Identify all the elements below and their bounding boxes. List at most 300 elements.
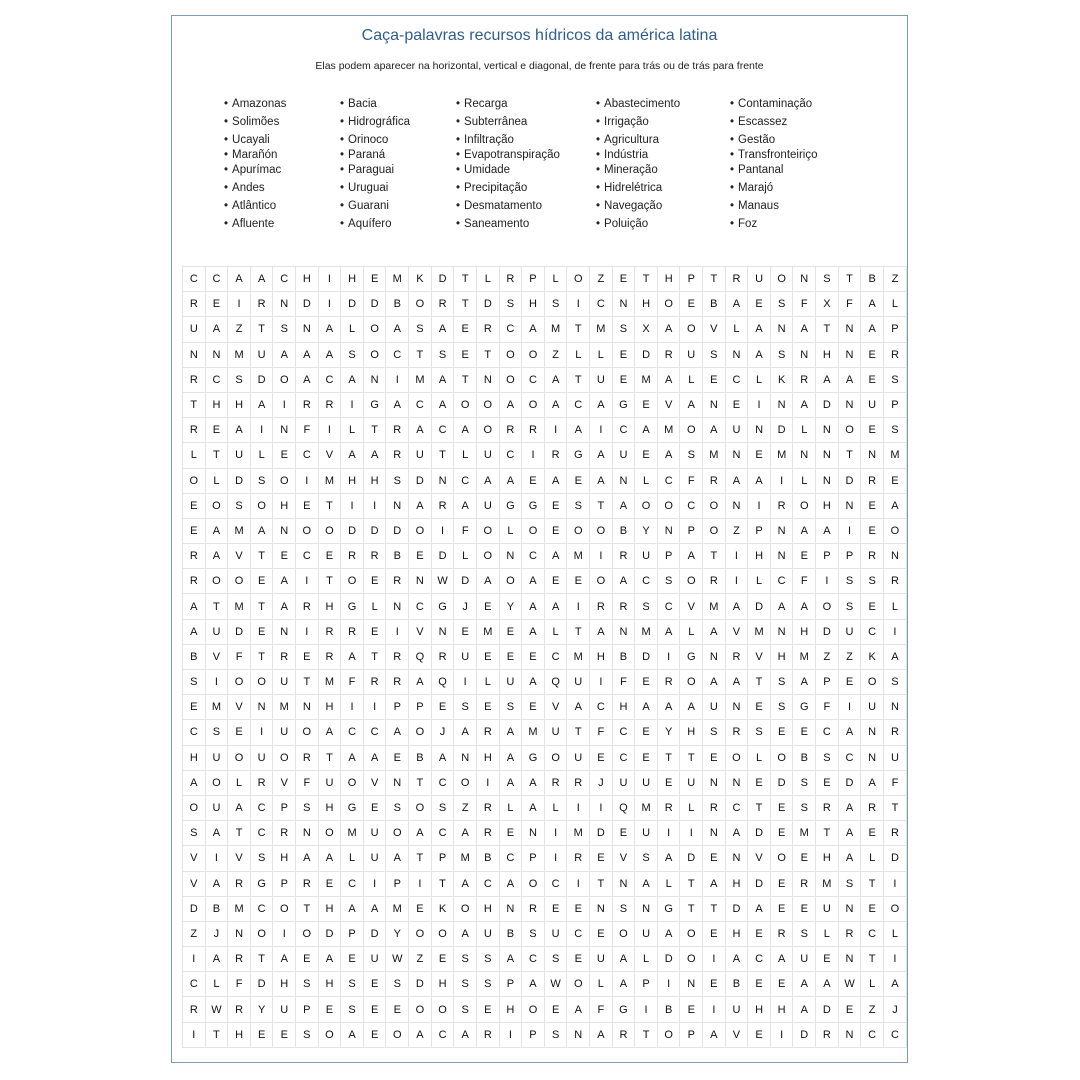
grid-cell[interactable]: U [590, 947, 613, 972]
grid-cell[interactable]: H [476, 745, 499, 770]
grid-cell[interactable]: C [431, 821, 454, 846]
grid-cell[interactable]: P [883, 392, 906, 417]
grid-cell[interactable]: S [770, 670, 793, 695]
grid-cell[interactable]: C [431, 770, 454, 795]
grid-cell[interactable]: G [657, 896, 680, 921]
grid-cell[interactable]: V [725, 1022, 748, 1047]
grid-cell[interactable]: M [635, 619, 658, 644]
grid-cell[interactable]: C [499, 443, 522, 468]
grid-cell[interactable]: E [703, 972, 726, 997]
grid-cell[interactable]: R [861, 544, 884, 569]
grid-cell[interactable]: I [296, 569, 319, 594]
grid-cell[interactable]: H [476, 896, 499, 921]
grid-cell[interactable]: C [409, 392, 432, 417]
grid-cell[interactable]: W [838, 972, 861, 997]
grid-cell[interactable]: M [454, 846, 477, 871]
grid-cell[interactable]: E [476, 594, 499, 619]
grid-cell[interactable]: F [228, 972, 251, 997]
grid-cell[interactable]: V [205, 644, 228, 669]
grid-cell[interactable]: L [635, 468, 658, 493]
grid-cell[interactable]: D [363, 518, 386, 543]
grid-cell[interactable]: G [341, 594, 364, 619]
grid-cell[interactable]: Z [544, 342, 567, 367]
grid-cell[interactable]: C [544, 871, 567, 896]
grid-cell[interactable]: N [590, 896, 613, 921]
grid-cell[interactable]: N [612, 468, 635, 493]
grid-cell[interactable]: D [183, 896, 206, 921]
grid-cell[interactable]: C [838, 745, 861, 770]
grid-cell[interactable]: S [748, 720, 771, 745]
grid-cell[interactable]: A [318, 947, 341, 972]
grid-cell[interactable]: M [228, 594, 251, 619]
grid-cell[interactable]: T [680, 896, 703, 921]
grid-cell[interactable]: O [341, 569, 364, 594]
grid-cell[interactable]: B [703, 292, 726, 317]
grid-cell[interactable]: T [816, 821, 839, 846]
grid-cell[interactable]: O [770, 846, 793, 871]
grid-cell[interactable]: S [454, 947, 477, 972]
grid-cell[interactable]: O [657, 1022, 680, 1047]
grid-cell[interactable]: U [544, 921, 567, 946]
grid-cell[interactable]: M [793, 644, 816, 669]
grid-cell[interactable]: F [590, 997, 613, 1022]
grid-cell[interactable]: N [296, 695, 319, 720]
grid-cell[interactable]: R [363, 544, 386, 569]
grid-cell[interactable]: G [522, 745, 545, 770]
grid-cell[interactable]: I [590, 670, 613, 695]
grid-cell[interactable]: A [793, 997, 816, 1022]
grid-cell[interactable]: B [657, 997, 680, 1022]
grid-cell[interactable]: L [680, 367, 703, 392]
grid-cell[interactable]: M [273, 695, 296, 720]
grid-cell[interactable]: D [838, 468, 861, 493]
grid-cell[interactable]: F [341, 670, 364, 695]
grid-cell[interactable]: B [612, 518, 635, 543]
grid-cell[interactable]: J [454, 594, 477, 619]
grid-cell[interactable]: Q [409, 644, 432, 669]
grid-cell[interactable]: O [409, 720, 432, 745]
grid-cell[interactable]: P [522, 1022, 545, 1047]
grid-cell[interactable]: C [476, 871, 499, 896]
grid-cell[interactable]: O [883, 518, 906, 543]
grid-cell[interactable]: R [296, 745, 319, 770]
grid-cell[interactable]: S [816, 745, 839, 770]
grid-cell[interactable]: O [296, 921, 319, 946]
grid-cell[interactable]: M [703, 594, 726, 619]
grid-cell[interactable]: A [205, 871, 228, 896]
grid-cell[interactable]: O [273, 896, 296, 921]
grid-cell[interactable]: C [725, 367, 748, 392]
grid-cell[interactable]: S [703, 342, 726, 367]
grid-cell[interactable]: A [341, 644, 364, 669]
grid-cell[interactable]: R [228, 997, 251, 1022]
grid-cell[interactable]: A [522, 569, 545, 594]
grid-cell[interactable]: U [273, 720, 296, 745]
grid-cell[interactable]: P [341, 921, 364, 946]
grid-cell[interactable]: I [522, 443, 545, 468]
grid-cell[interactable]: A [454, 1022, 477, 1047]
grid-cell[interactable]: A [612, 972, 635, 997]
grid-cell[interactable]: C [612, 745, 635, 770]
grid-cell[interactable]: R [431, 493, 454, 518]
grid-cell[interactable]: R [725, 644, 748, 669]
grid-cell[interactable]: S [476, 947, 499, 972]
grid-cell[interactable]: N [522, 821, 545, 846]
grid-cell[interactable]: U [476, 443, 499, 468]
grid-cell[interactable]: L [183, 443, 206, 468]
grid-cell[interactable]: M [205, 695, 228, 720]
grid-cell[interactable]: R [318, 644, 341, 669]
grid-cell[interactable]: A [454, 921, 477, 946]
grid-cell[interactable]: T [567, 317, 590, 342]
grid-cell[interactable]: H [273, 846, 296, 871]
grid-cell[interactable]: O [680, 947, 703, 972]
grid-cell[interactable]: D [431, 544, 454, 569]
grid-cell[interactable]: T [838, 267, 861, 292]
grid-cell[interactable]: E [250, 1022, 273, 1047]
grid-cell[interactable]: N [770, 619, 793, 644]
grid-cell[interactable]: R [499, 267, 522, 292]
grid-cell[interactable]: A [635, 418, 658, 443]
grid-cell[interactable]: R [522, 896, 545, 921]
grid-cell[interactable]: O [228, 670, 251, 695]
grid-cell[interactable]: B [725, 972, 748, 997]
grid-cell[interactable]: O [567, 972, 590, 997]
grid-cell[interactable]: U [273, 997, 296, 1022]
grid-cell[interactable]: H [318, 695, 341, 720]
grid-cell[interactable]: A [657, 443, 680, 468]
grid-cell[interactable]: O [476, 418, 499, 443]
grid-cell[interactable]: S [883, 367, 906, 392]
grid-cell[interactable]: C [612, 720, 635, 745]
grid-cell[interactable]: A [793, 594, 816, 619]
grid-cell[interactable]: F [454, 518, 477, 543]
grid-cell[interactable]: A [703, 619, 726, 644]
grid-cell[interactable]: T [838, 443, 861, 468]
grid-cell[interactable]: O [386, 1022, 409, 1047]
grid-cell[interactable]: V [183, 871, 206, 896]
grid-cell[interactable]: P [522, 267, 545, 292]
grid-cell[interactable]: D [363, 292, 386, 317]
grid-cell[interactable]: A [454, 871, 477, 896]
grid-cell[interactable]: G [793, 695, 816, 720]
grid-cell[interactable]: S [544, 292, 567, 317]
grid-cell[interactable]: A [363, 443, 386, 468]
grid-cell[interactable]: L [228, 770, 251, 795]
grid-cell[interactable]: Q [612, 795, 635, 820]
grid-cell[interactable]: W [431, 569, 454, 594]
grid-cell[interactable]: S [635, 594, 658, 619]
grid-cell[interactable]: A [522, 670, 545, 695]
grid-cell[interactable]: R [431, 644, 454, 669]
grid-cell[interactable]: D [748, 821, 771, 846]
grid-cell[interactable]: M [318, 468, 341, 493]
grid-cell[interactable]: N [386, 493, 409, 518]
grid-cell[interactable]: F [228, 644, 251, 669]
grid-cell[interactable]: A [228, 418, 251, 443]
grid-cell[interactable]: N [770, 392, 793, 417]
grid-cell[interactable]: E [522, 468, 545, 493]
grid-cell[interactable]: H [635, 292, 658, 317]
grid-cell[interactable]: O [273, 468, 296, 493]
grid-cell[interactable]: L [499, 518, 522, 543]
grid-cell[interactable]: A [454, 418, 477, 443]
grid-cell[interactable]: O [409, 997, 432, 1022]
grid-cell[interactable]: E [612, 821, 635, 846]
grid-cell[interactable]: O [522, 342, 545, 367]
grid-cell[interactable]: D [725, 896, 748, 921]
grid-cell[interactable]: L [748, 367, 771, 392]
grid-cell[interactable]: C [861, 619, 884, 644]
grid-cell[interactable]: P [273, 795, 296, 820]
grid-cell[interactable]: T [296, 896, 319, 921]
grid-cell[interactable]: A [522, 770, 545, 795]
grid-cell[interactable]: R [567, 770, 590, 795]
grid-cell[interactable]: W [544, 972, 567, 997]
grid-cell[interactable]: A [657, 367, 680, 392]
grid-cell[interactable]: Z [883, 267, 906, 292]
grid-cell[interactable]: O [680, 670, 703, 695]
grid-cell[interactable]: D [409, 972, 432, 997]
grid-cell[interactable]: M [635, 795, 658, 820]
grid-cell[interactable]: T [250, 594, 273, 619]
grid-cell[interactable]: I [454, 670, 477, 695]
grid-cell[interactable]: U [612, 770, 635, 795]
grid-cell[interactable]: V [680, 594, 703, 619]
grid-cell[interactable]: O [431, 997, 454, 1022]
grid-cell[interactable]: D [409, 468, 432, 493]
grid-cell[interactable]: O [770, 745, 793, 770]
grid-cell[interactable]: E [386, 745, 409, 770]
grid-cell[interactable]: D [635, 644, 658, 669]
grid-cell[interactable]: C [567, 392, 590, 417]
grid-cell[interactable]: D [363, 921, 386, 946]
grid-cell[interactable]: I [363, 871, 386, 896]
grid-cell[interactable]: A [770, 947, 793, 972]
grid-cell[interactable]: R [861, 795, 884, 820]
grid-cell[interactable]: A [657, 846, 680, 871]
grid-cell[interactable]: A [386, 392, 409, 417]
grid-cell[interactable]: A [273, 947, 296, 972]
grid-cell[interactable]: E [612, 367, 635, 392]
grid-cell[interactable]: Z [590, 267, 613, 292]
grid-cell[interactable]: M [228, 342, 251, 367]
grid-cell[interactable]: G [341, 795, 364, 820]
grid-cell[interactable]: N [793, 443, 816, 468]
grid-cell[interactable]: A [522, 972, 545, 997]
grid-cell[interactable]: A [793, 317, 816, 342]
grid-cell[interactable]: A [861, 770, 884, 795]
grid-cell[interactable]: V [725, 619, 748, 644]
grid-cell[interactable]: O [522, 871, 545, 896]
grid-cell[interactable]: Z [409, 947, 432, 972]
grid-cell[interactable]: L [793, 468, 816, 493]
grid-cell[interactable]: U [544, 720, 567, 745]
grid-cell[interactable]: I [635, 997, 658, 1022]
grid-cell[interactable]: P [386, 695, 409, 720]
grid-cell[interactable]: I [657, 821, 680, 846]
grid-cell[interactable]: P [680, 267, 703, 292]
grid-cell[interactable]: O [680, 317, 703, 342]
grid-cell[interactable]: V [748, 644, 771, 669]
grid-cell[interactable]: A [386, 846, 409, 871]
grid-cell[interactable]: S [296, 1022, 319, 1047]
grid-cell[interactable]: E [816, 947, 839, 972]
grid-cell[interactable]: A [522, 594, 545, 619]
grid-cell[interactable]: U [635, 770, 658, 795]
grid-cell[interactable]: L [816, 921, 839, 946]
grid-cell[interactable]: B [386, 292, 409, 317]
grid-cell[interactable]: T [409, 770, 432, 795]
grid-cell[interactable]: H [318, 972, 341, 997]
grid-cell[interactable]: W [205, 997, 228, 1022]
grid-cell[interactable]: E [476, 997, 499, 1022]
grid-cell[interactable]: M [590, 317, 613, 342]
grid-cell[interactable]: E [590, 745, 613, 770]
grid-cell[interactable]: O [861, 670, 884, 695]
grid-cell[interactable]: O [816, 594, 839, 619]
grid-cell[interactable]: R [567, 846, 590, 871]
grid-cell[interactable]: I [680, 821, 703, 846]
grid-cell[interactable]: S [386, 468, 409, 493]
grid-cell[interactable]: P [499, 972, 522, 997]
grid-cell[interactable]: O [522, 392, 545, 417]
grid-cell[interactable]: A [725, 670, 748, 695]
grid-cell[interactable]: A [657, 695, 680, 720]
grid-cell[interactable]: U [838, 619, 861, 644]
grid-cell[interactable]: I [363, 493, 386, 518]
grid-cell[interactable]: T [318, 569, 341, 594]
grid-cell[interactable]: O [409, 292, 432, 317]
grid-cell[interactable]: A [612, 493, 635, 518]
grid-cell[interactable]: U [567, 670, 590, 695]
grid-cell[interactable]: A [612, 947, 635, 972]
grid-cell[interactable]: R [703, 795, 726, 820]
grid-cell[interactable]: D [341, 518, 364, 543]
grid-cell[interactable]: G [250, 871, 273, 896]
grid-cell[interactable]: C [296, 544, 319, 569]
grid-cell[interactable]: I [567, 594, 590, 619]
grid-cell[interactable]: E [522, 644, 545, 669]
grid-cell[interactable]: D [386, 518, 409, 543]
grid-cell[interactable]: Y [386, 921, 409, 946]
grid-cell[interactable]: A [341, 1022, 364, 1047]
grid-cell[interactable]: A [703, 670, 726, 695]
grid-cell[interactable]: J [590, 770, 613, 795]
grid-cell[interactable]: U [228, 443, 251, 468]
grid-cell[interactable]: R [183, 544, 206, 569]
grid-cell[interactable]: E [680, 292, 703, 317]
grid-cell[interactable]: U [590, 367, 613, 392]
grid-cell[interactable]: I [431, 518, 454, 543]
grid-cell[interactable]: E [386, 997, 409, 1022]
grid-cell[interactable]: H [725, 871, 748, 896]
grid-cell[interactable]: N [748, 418, 771, 443]
grid-cell[interactable]: A [703, 871, 726, 896]
grid-cell[interactable]: G [499, 493, 522, 518]
grid-cell[interactable]: A [793, 392, 816, 417]
grid-cell[interactable]: C [273, 267, 296, 292]
grid-cell[interactable]: R [883, 821, 906, 846]
grid-cell[interactable]: E [499, 644, 522, 669]
grid-cell[interactable]: I [205, 846, 228, 871]
grid-cell[interactable]: A [499, 871, 522, 896]
grid-cell[interactable]: C [318, 367, 341, 392]
grid-cell[interactable]: O [296, 720, 319, 745]
grid-cell[interactable]: U [635, 544, 658, 569]
grid-cell[interactable]: U [409, 443, 432, 468]
grid-cell[interactable]: I [816, 569, 839, 594]
grid-cell[interactable]: S [770, 695, 793, 720]
grid-cell[interactable]: S [544, 1022, 567, 1047]
grid-cell[interactable]: I [883, 947, 906, 972]
grid-cell[interactable]: H [748, 997, 771, 1022]
grid-cell[interactable]: O [454, 392, 477, 417]
grid-cell[interactable]: D [228, 468, 251, 493]
grid-cell[interactable]: D [838, 770, 861, 795]
grid-cell[interactable]: N [205, 342, 228, 367]
grid-cell[interactable]: R [386, 569, 409, 594]
grid-cell[interactable]: P [635, 972, 658, 997]
grid-cell[interactable]: A [341, 443, 364, 468]
grid-cell[interactable]: H [748, 544, 771, 569]
grid-cell[interactable]: C [725, 795, 748, 820]
grid-cell[interactable]: E [205, 418, 228, 443]
grid-cell[interactable]: O [680, 418, 703, 443]
grid-cell[interactable]: E [748, 972, 771, 997]
grid-cell[interactable]: U [476, 493, 499, 518]
grid-cell[interactable]: S [499, 292, 522, 317]
grid-cell[interactable]: O [273, 367, 296, 392]
grid-cell[interactable]: U [250, 745, 273, 770]
grid-cell[interactable]: D [228, 619, 251, 644]
grid-cell[interactable]: F [883, 770, 906, 795]
grid-cell[interactable]: I [205, 670, 228, 695]
grid-cell[interactable]: P [680, 1022, 703, 1047]
grid-cell[interactable]: T [454, 292, 477, 317]
grid-cell[interactable]: V [183, 846, 206, 871]
grid-cell[interactable]: N [725, 443, 748, 468]
grid-cell[interactable]: I [250, 720, 273, 745]
grid-cell[interactable]: N [183, 342, 206, 367]
grid-cell[interactable]: Z [816, 644, 839, 669]
grid-cell[interactable]: E [861, 367, 884, 392]
grid-cell[interactable]: A [725, 468, 748, 493]
grid-cell[interactable]: H [590, 644, 613, 669]
grid-cell[interactable]: N [499, 896, 522, 921]
grid-cell[interactable]: O [228, 569, 251, 594]
grid-cell[interactable]: E [296, 644, 319, 669]
grid-cell[interactable]: A [296, 342, 319, 367]
grid-cell[interactable]: A [748, 896, 771, 921]
grid-cell[interactable]: R [612, 1022, 635, 1047]
grid-cell[interactable]: A [816, 972, 839, 997]
grid-cell[interactable]: S [183, 670, 206, 695]
grid-cell[interactable]: N [273, 292, 296, 317]
grid-cell[interactable]: T [703, 896, 726, 921]
grid-cell[interactable]: O [476, 392, 499, 417]
grid-cell[interactable]: A [544, 594, 567, 619]
grid-cell[interactable]: E [567, 468, 590, 493]
grid-cell[interactable]: T [590, 871, 613, 896]
grid-cell[interactable]: S [228, 493, 251, 518]
grid-cell[interactable]: L [544, 619, 567, 644]
grid-cell[interactable]: R [476, 720, 499, 745]
grid-cell[interactable]: R [770, 493, 793, 518]
grid-cell[interactable]: C [454, 468, 477, 493]
grid-cell[interactable]: O [409, 518, 432, 543]
grid-cell[interactable]: E [816, 770, 839, 795]
